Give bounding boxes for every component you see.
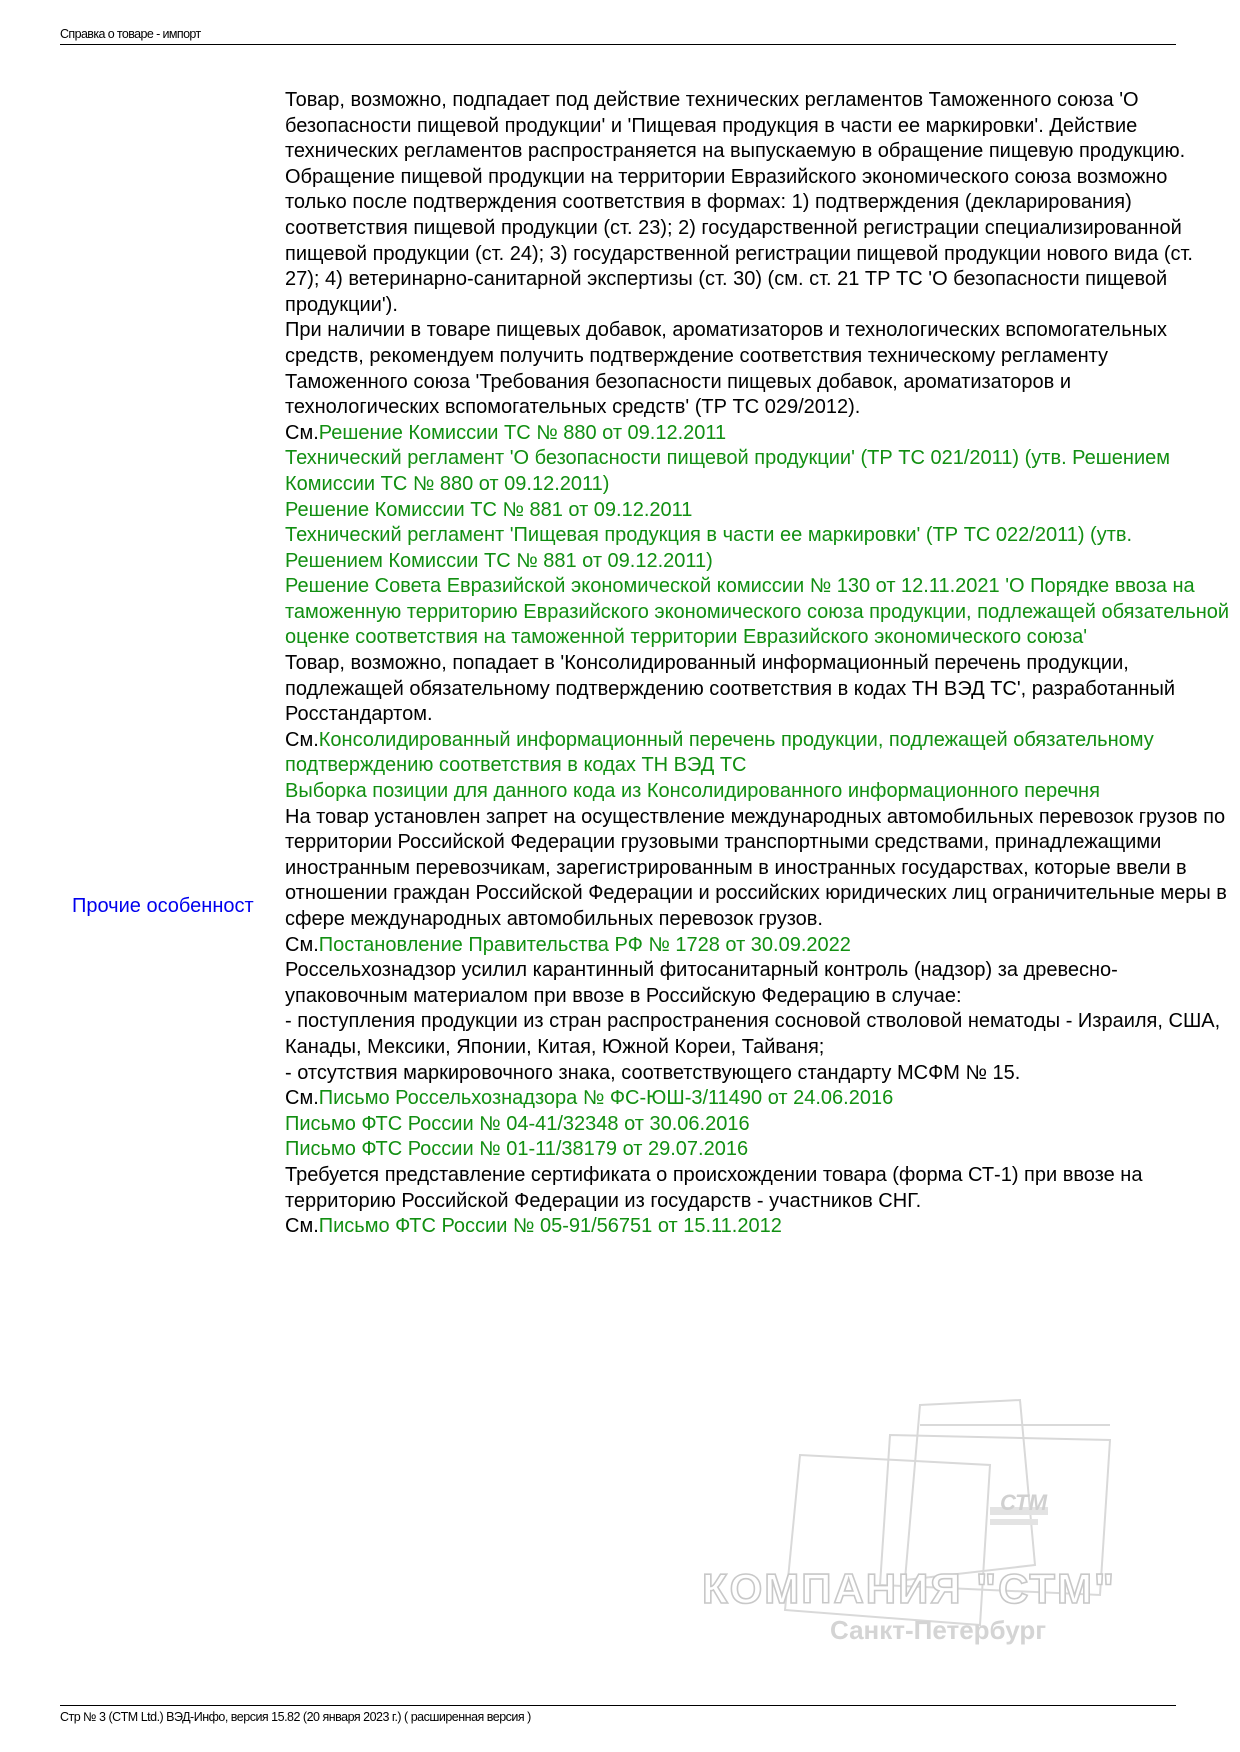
page-header	[60, 26, 1176, 45]
paragraph-origin-certificate: Требуется представление сертификата о происхождении товара (форма СТ-1) при ввозе на территорию Российской Федерации из государств - участников СНГ.	[285, 1163, 1143, 1212]
reference-group-2	[285, 728, 1230, 779]
link-rsn-letter[interactable]: Письмо Россельхознадзора № ФС-ЮШ-3/11490 от 24.06.2016	[318, 1087, 894, 1110]
paragraph-tech-regulations: Товар, возможно, подпадает под действие технических регламентов Таможенного союза 'О безопасности пищевой продукции' и 'Пищевая продукция в части ее маркировки'. Действие технических регламентов распространяется на выпускаемую в обращение пищевую продукцию. Обращение пищевой продукции на территории Евразийского экономического союза возможно только после подтверждения соответствия в формах: 1) подтверждения (декларирования) соответствия пищевой продукции (ст. 23); 2) государственной регистрации специализированной пищевой продукции (ст. 24); 3) государственной регистрации пищевой продукции нового вида (ст. 27); 4) ветеринарно-санитарной экспертизы (ст. 30) (см. ст. 21 ТР ТС 'О безопасности пищевой продукции').	[285, 89, 1193, 316]
paragraph-phytosanitary-item-1: - поступления продукции из стран распространения сосновой стволовой нематоды - Израиля, США, Канады, Мексики, Японии, Китая, Южной Кореи, Тайваня;	[285, 1010, 1221, 1058]
header-title: Справка о товаре - импорт	[60, 27, 201, 41]
reference-group-3	[285, 933, 1230, 959]
link-fts-letter-04-41[interactable]: Письмо ФТС России № 04-41/32348 от 30.06.2016	[285, 1112, 750, 1135]
link-consolidated-selection[interactable]: Выборка позиции для данного кода из Консолидированного информационного перечня	[285, 780, 1100, 803]
link-tr-ts-021[interactable]: Технический регламент 'О безопасности пищевой продукции' (ТР ТС 021/2011) (утв. Решением Комиссии ТС № 880 от 09.12.2011)	[285, 447, 1171, 495]
reference-group-5	[285, 1214, 1230, 1240]
section-label-other-features: Прочие особенност	[72, 895, 254, 917]
see-prefix: См.	[285, 728, 319, 751]
footer-text: Стр № 3 (CTM Ltd.) ВЭД-Инфо, версия 15.82 (20 января 2023 г.) ( расширенная версия )	[60, 1710, 531, 1724]
see-prefix: См.	[285, 1215, 319, 1238]
watermark-company-name: КОМПАНИЯ "СТМ"	[702, 1565, 1116, 1612]
paragraph-consolidated-list: Товар, возможно, попадает в 'Консолидированный информационный перечень продукции, подлежащей обязательному подтверждению соответствия в кодах ТН ВЭД ТС', разработанный Росстандартом.	[285, 652, 1176, 726]
paragraph-food-additives: При наличии в товаре пищевых добавок, ароматизаторов и технологических вспомогательных средств, рекомендуем получить подтверждение соответствия техническому регламенту Таможенного союза 'Требования безопасности пищевых добавок, ароматизаторов и технологических вспомогательных средств' (ТР ТС 029/2012).	[285, 319, 1168, 419]
link-tr-ts-022[interactable]: Технический регламент 'Пищевая продукция в части ее маркировки' (ТР ТС 022/2011) (утв. Решением Комиссии ТС № 881 от 09.12.2011)	[285, 524, 1133, 572]
link-eec-decision-130[interactable]: Решение Совета Евразийской экономической комиссии № 130 от 12.11.2021 'О Порядке ввоза на таможенную территорию Евразийского экономического союза продукции, подлежащей обязательной оценке соответствия на таможенной территории Евразийского экономического союза'	[285, 575, 1230, 649]
paragraph-phytosanitary-item-2: - отсутствия маркировочного знака, соответствующего стандарту МСФМ № 15.	[285, 1061, 1021, 1084]
reference-group-1	[285, 421, 1230, 447]
see-prefix: См.	[285, 421, 319, 444]
page-footer	[60, 1705, 1176, 1725]
link-fts-letter-01-11[interactable]: Письмо ФТС России № 01-11/38179 от 29.07.2016	[285, 1138, 749, 1161]
link-consolidated-list[interactable]: Консолидированный информационный перечень продукции, подлежащей обязательному подтверждению соответствия в кодах ТН ВЭД ТС	[285, 728, 1154, 777]
watermark-city: Санкт-Петербург	[830, 1615, 1047, 1645]
see-prefix: См.	[285, 1087, 319, 1110]
reference-group-4	[285, 1086, 1230, 1112]
see-prefix: См.	[285, 933, 319, 956]
paragraph-phytosanitary: Россельхознадзор усилил карантинный фитосанитарный контроль (надзор) за древесно-упаковочным материалом при ввозе в Российскую Федерацию в случае:	[285, 959, 1118, 1007]
paragraph-transport-ban: На товар установлен запрет на осуществление международных автомобильных перевозок грузов по территории Российской Федерации грузовыми транспортными средствами, принадлежащими иностранным перевозчикам, зарегистрированным в иностранных государствах, которые ввели в отношении граждан Российской Федерации и российских юридических лиц ограничительные меры в сфере международных автомобильных перевозок грузов.	[285, 805, 1227, 930]
link-resolution-1728[interactable]: Постановление Правительства РФ № 1728 от 30.09.2022	[318, 933, 851, 956]
link-decision-881[interactable]: Решение Комиссии ТС № 881 от 09.12.2011	[285, 498, 693, 521]
document-body	[285, 88, 1230, 1240]
link-decision-880[interactable]: Решение Комиссии ТС № 880 от 09.12.2011	[318, 421, 727, 444]
link-fts-letter-05-91[interactable]: Письмо ФТС России № 05-91/56751 от 15.11.2012	[318, 1215, 782, 1238]
watermark-logo-text: СТМ	[1000, 1490, 1048, 1515]
